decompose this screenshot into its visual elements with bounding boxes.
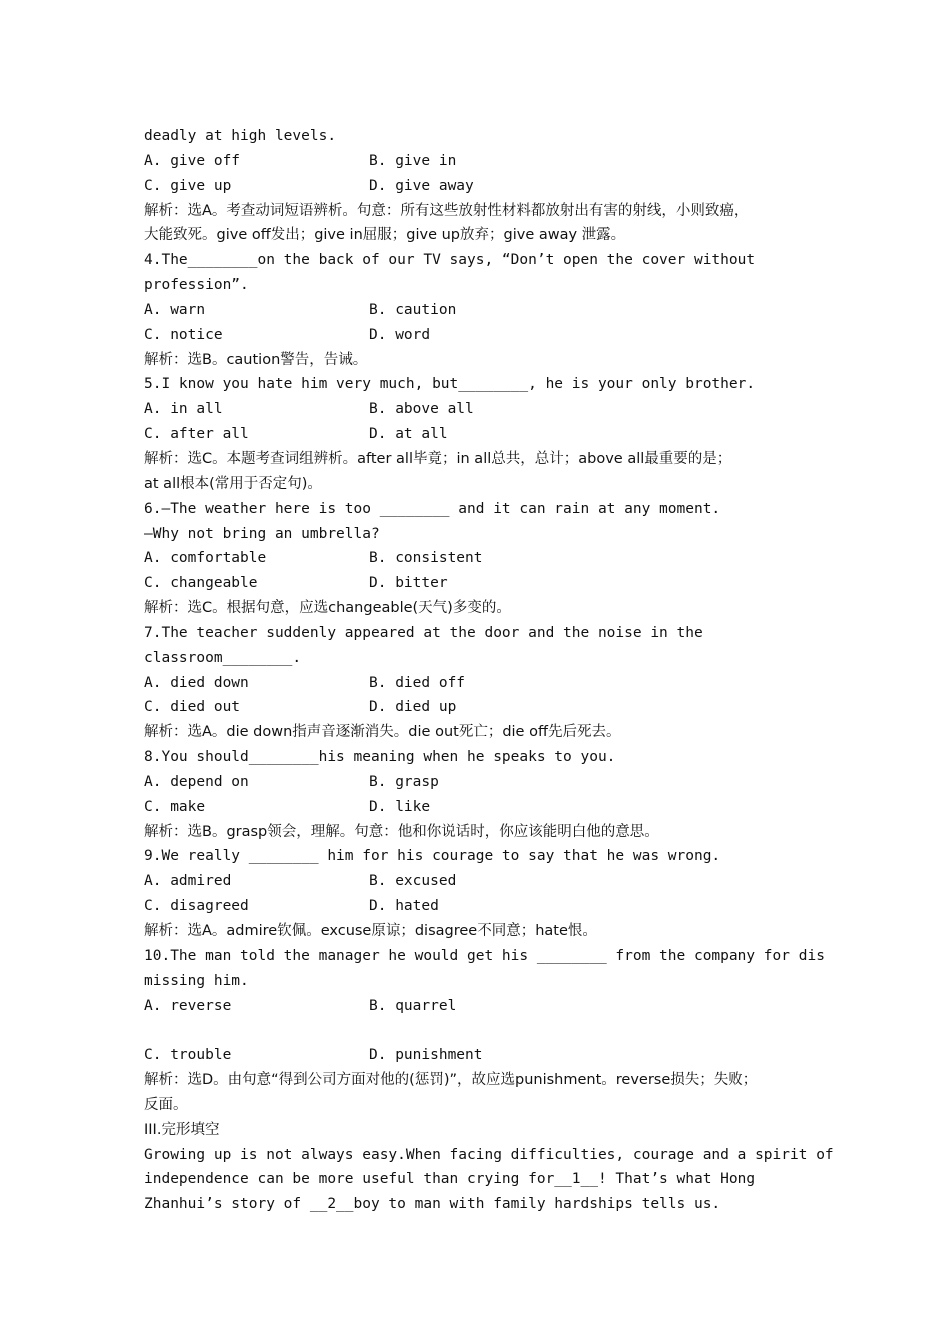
option-row (144, 422, 824, 447)
text-line: 4.The________on the back of our TV says, “Don’t open the cover without (144, 252, 756, 269)
option-row (144, 770, 824, 795)
option-row (144, 397, 824, 422)
option-row (144, 994, 824, 1019)
explanation-line: at all根本(常用于否定句)。 (144, 475, 322, 492)
option-left: C. make (144, 798, 206, 815)
option-left: C. disagreed (144, 898, 249, 915)
option-left: A. depend on (144, 773, 249, 790)
option-row (144, 174, 824, 199)
option-left: A. admired (144, 873, 232, 890)
option-right: D. bitter (369, 575, 448, 592)
option-right: D. died up (369, 699, 457, 716)
option-left: A. reverse (144, 997, 232, 1014)
explanation-line: 解析：选C。本题考查词组辨析。after all毕竟；in all总共，总计；above all最重要的是； (144, 450, 732, 467)
explanation-line: 解析：选A。die down指声音逐渐消失。die out死亡；die off先后死去。 (144, 724, 621, 741)
explanation-line: 解析：选C。根据句意，应选changeable(天气)多变的。 (144, 600, 511, 617)
text-line: Zhanhui’s story of __2__boy to man with family hardships tells us. (144, 1196, 721, 1213)
text-line: 5.I know you hate him very much, but________, he is your only brother. (144, 376, 756, 393)
text-line: deadly at high levels. (144, 128, 337, 144)
option-left: A. in all (144, 401, 223, 418)
option-left: C. trouble (144, 1047, 232, 1064)
blank-line (144, 1018, 824, 1043)
option-left: A. give off (144, 152, 241, 169)
option-row (144, 795, 824, 820)
option-right: B. died off (369, 674, 466, 691)
option-left: C. changeable (144, 575, 258, 592)
text-line: profession”. (144, 277, 249, 294)
explanation-line: 解析：选A。考查动词短语辨析。句意：所有这些放射性材料都放射出有害的射线，小则致癌， (144, 202, 749, 219)
explanation-line: III.完形填空 (144, 1121, 220, 1138)
option-right: B. above all (369, 401, 474, 418)
option-right: D. give away (369, 177, 474, 194)
text-line: Growing up is not always easy.When facing difficulties, courage and a spirit of (144, 1146, 834, 1163)
explanation-line: 解析：选B。caution警告，告诫。 (144, 351, 368, 368)
option-row (144, 1043, 824, 1068)
explanation-line: 解析：选A。admire钦佩。excuse原谅；disagree不同意；hate恨。 (144, 923, 597, 939)
text-line: 8.You should________his meaning when he speaks to you. (144, 749, 616, 766)
explanation-line: 解析：选D。由句意“得到公司方面对他的(惩罚)”，故应选punishment。reverse损失；失败； (144, 1072, 758, 1089)
text-line: classroom________. (144, 649, 302, 666)
option-row (144, 571, 824, 596)
explanation-line: 大能致死。give off发出；give in屈服；give up放弃；give away 泄露。 (144, 227, 626, 244)
option-right: D. like (369, 798, 431, 815)
option-right: B. excused (369, 873, 457, 890)
option-right: D. word (369, 326, 431, 343)
explanation-line: 反面。 (144, 1096, 188, 1113)
option-right: B. consistent (369, 550, 483, 567)
option-row (144, 323, 824, 348)
option-row (144, 298, 824, 323)
option-right: D. hated (369, 898, 439, 915)
option-left: C. died out (144, 699, 241, 716)
option-right: B. quarrel (369, 997, 457, 1014)
text-line: 6.—The weather here is too ________ and it can rain at any moment. (144, 500, 721, 517)
option-right: D. punishment (369, 1047, 483, 1064)
option-left: A. died down (144, 674, 249, 691)
option-row (144, 546, 824, 571)
text-line: —Why not bring an umbrella? (144, 525, 380, 542)
option-row (144, 671, 824, 696)
option-right: D. at all (369, 426, 448, 443)
option-left: C. after all (144, 426, 249, 443)
option-left: A. comfortable (144, 550, 267, 567)
option-right: B. grasp (369, 773, 439, 790)
option-left: C. notice (144, 326, 223, 343)
option-row (144, 695, 824, 720)
document-content (144, 124, 834, 1217)
explanation-line: 解析：选B。grasp领会，理解。句意：他和你说话时，你应该能明白他的意思。 (144, 823, 659, 840)
text-line: 10.The man told the manager he would get his ________ from the company for dis (144, 947, 825, 964)
option-row (144, 149, 824, 174)
text-line: missing him. (144, 972, 249, 989)
option-row (144, 894, 824, 919)
option-left: A. warn (144, 301, 206, 318)
text-line: independence can be more useful than crying for__1__! That’s what Hong (144, 1171, 756, 1188)
option-row (144, 869, 824, 894)
option-right: B. give in (369, 152, 457, 169)
text-line: 9.We really ________ him for his courage to say that he was wrong. (144, 848, 721, 865)
text-line: 7.The teacher suddenly appeared at the door and the noise in the (144, 624, 703, 641)
option-left: C. give up (144, 177, 232, 194)
option-right: B. caution (369, 301, 457, 318)
